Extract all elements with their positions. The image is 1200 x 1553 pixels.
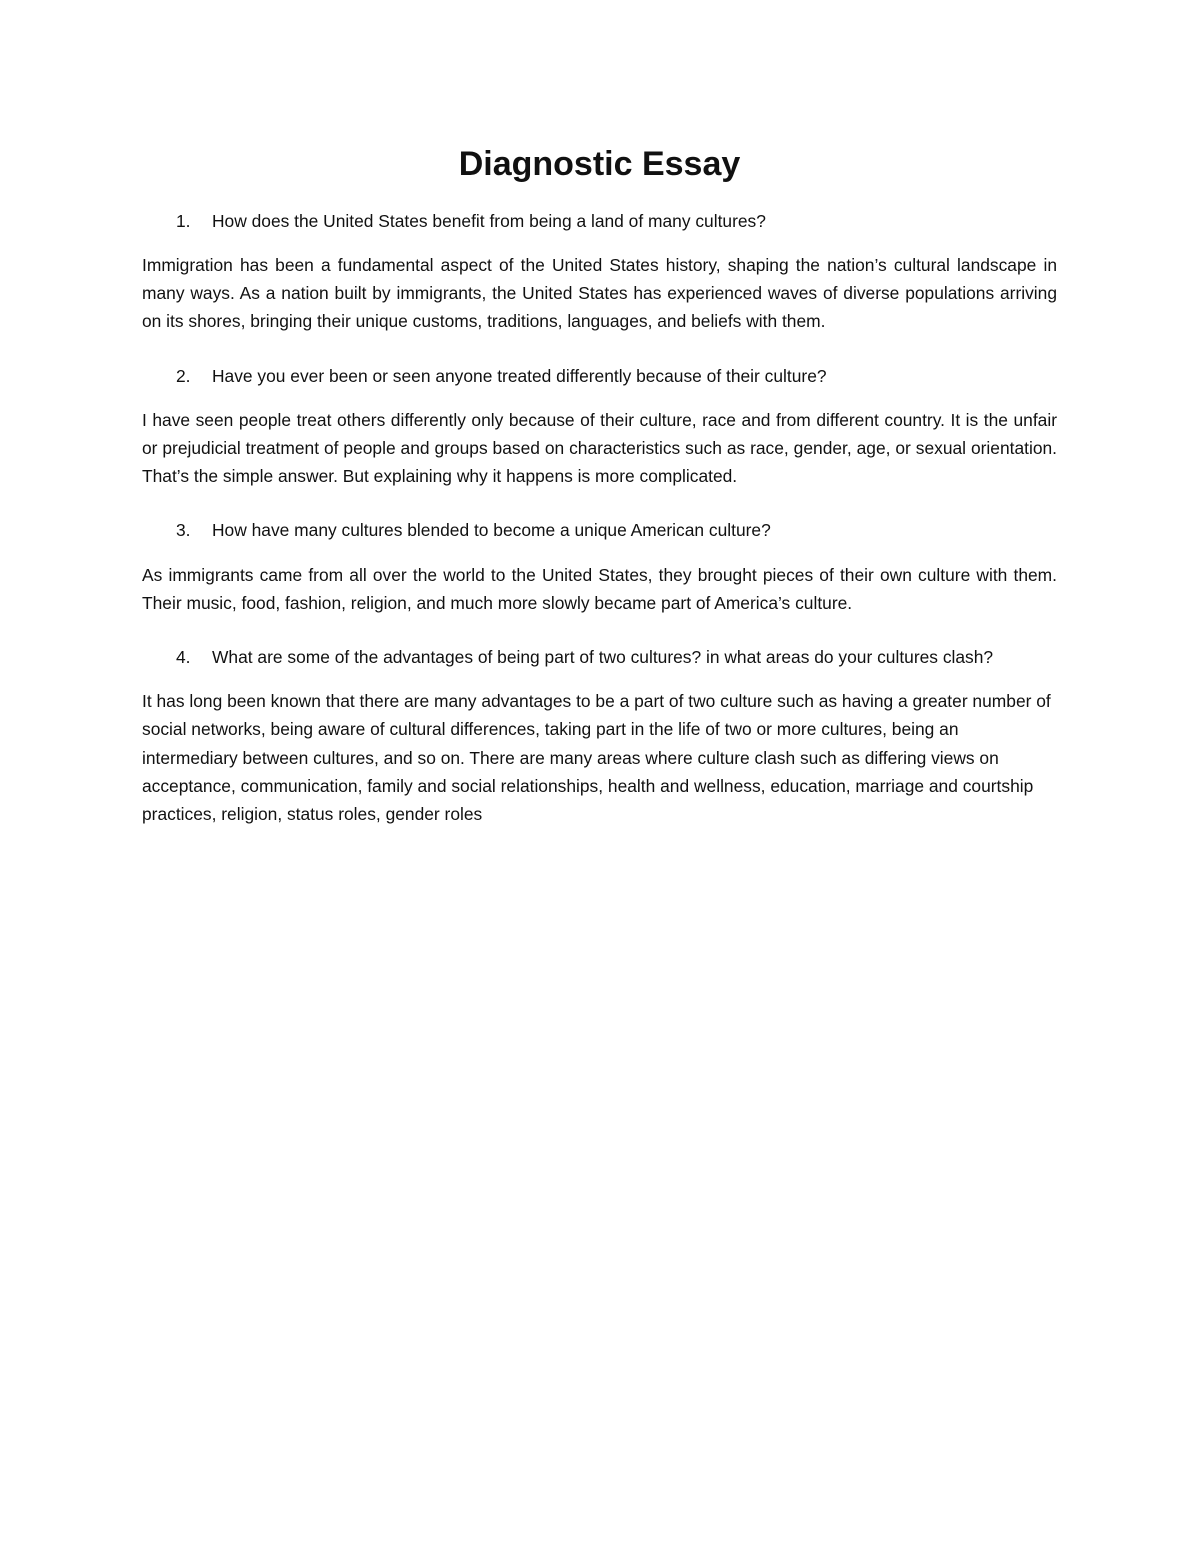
- question-text: Have you ever been or seen anyone treated differently because of their culture?: [212, 365, 827, 386]
- question-number: 4.: [176, 647, 191, 668]
- answer-1: Immigration has been a fundamental aspect of the United States history, shaping the nation’s cultural landscape in many ways. As a nation built by immigrants, the United States has experienced waves of diverse populations arriving on its shores, bringing their unique customs, traditions, languages, and beliefs with them.: [142, 255, 1057, 332]
- question-1: [142, 207, 1057, 235]
- document-title: Diagnostic Essay: [458, 145, 741, 183]
- question-4: [142, 643, 1057, 671]
- document-content: [142, 144, 1057, 828]
- question-number: 3.: [176, 520, 191, 541]
- question-text: How does the United States benefit from being a land of many cultures?: [212, 210, 766, 231]
- answer-3: As immigrants came from all over the world to the United States, they brought pieces of their own culture with them. Their music, food, fashion, religion, and much more slowly became part of America’s culture.: [142, 564, 1057, 613]
- answer-4: It has long been known that there are many advantages to be a part of two culture such as having a greater number of social networks, being aware of cultural differences, taking part in the life of two or more cultures, being an intermediary between cultures, and so on. There are many areas where culture clash such as differing views on acceptance, communication, family and social relationships, health and wellness, education, marriage and courtship practices, religion, status roles, gender roles: [142, 691, 1051, 825]
- question-number: 1.: [176, 210, 191, 231]
- question-number: 2.: [176, 365, 191, 386]
- question-3: [142, 516, 1057, 544]
- question-2: [142, 362, 1057, 390]
- question-text: What are some of the advantages of being part of two cultures? in what areas do your cultures clash?: [212, 647, 994, 668]
- question-text: How have many cultures blended to become a unique American culture?: [212, 520, 771, 541]
- answer-2: I have seen people treat others differently only because of their culture, race and from different country. It is the unfair or prejudicial treatment of people and groups based on characteristics such as race, gender, age, or sexual orientation. That’s the simple answer. But explaining why it happens is more complicated.: [142, 409, 1057, 487]
